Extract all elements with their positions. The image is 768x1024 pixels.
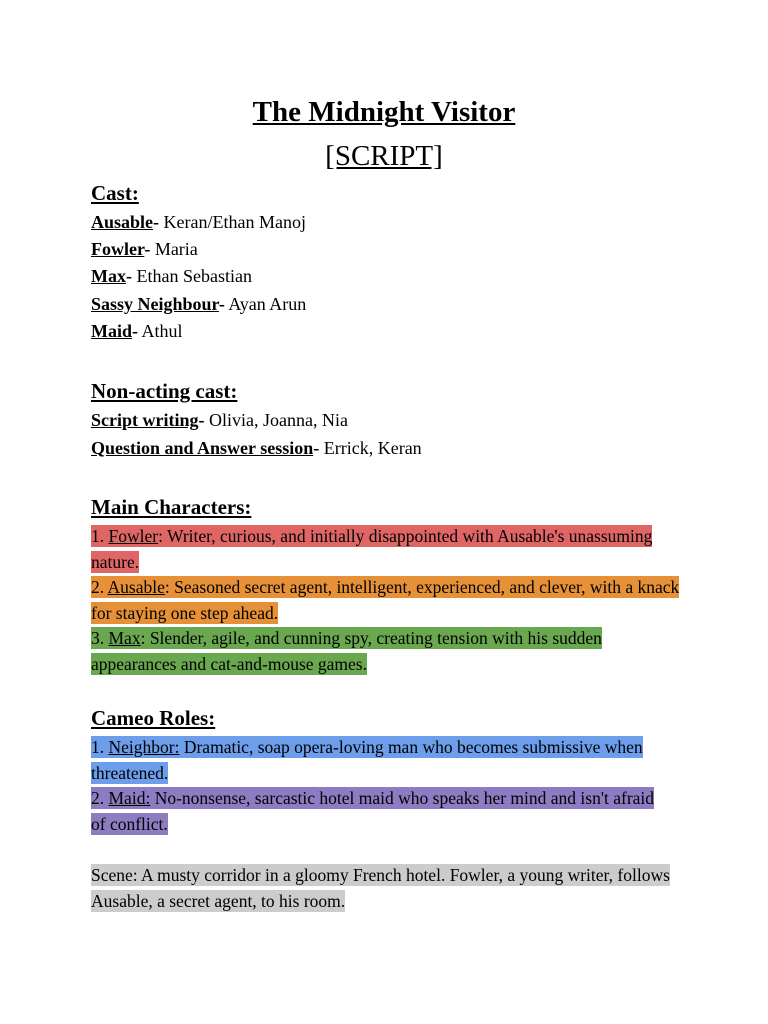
cameo-highlight (91, 787, 654, 835)
cast-actor: Keran/Ethan Manoj (163, 212, 306, 232)
scene-highlight: Scene: A musty corridor in a gloomy French hotel. Fowler, a young writer, follows Ausable, a secret agent, to his room. (91, 865, 670, 911)
cameo-entry (91, 785, 661, 837)
character-description: Writer, curious, and initially disappointed with Ausable's unassuming nature. (91, 526, 653, 572)
cast-role: Maid (91, 321, 133, 341)
crew-people: Olivia, Joanna, Nia (209, 410, 348, 430)
item-number: 1. (91, 737, 105, 757)
cast-line: Maid- Athul (91, 321, 183, 341)
cast-actor: Athul (141, 321, 183, 341)
character-description: Seasoned secret agent, intelligent, experienced, and clever, with a knack for staying one step ahead. (91, 577, 680, 623)
separator: : (158, 526, 163, 546)
crew-role: Question and Answer session (91, 438, 314, 458)
character-name: Ausable (107, 577, 165, 597)
cameo-highlight (91, 736, 643, 784)
cast-role: Ausable (91, 212, 154, 232)
document-title: The Midnight Visitor (252, 96, 516, 128)
separator: : (164, 577, 170, 597)
character-entry (91, 574, 691, 626)
cast-role: Sassy Neighbour (91, 294, 219, 314)
cast-actor: Ayan Arun (228, 294, 307, 314)
character-name: Fowler (108, 526, 159, 546)
crew-line: Question and Answer session- Errick, Keran (91, 438, 422, 458)
cast-role: Max (91, 266, 126, 286)
crew-people: Errick, Keran (323, 438, 422, 458)
cast-actor: Ethan Sebastian (136, 266, 252, 286)
cast-line: Sassy Neighbour- Ayan Arun (91, 294, 307, 314)
cast-heading: Cast: (91, 181, 139, 205)
cameo-name: Maid: (108, 788, 151, 808)
item-number: 2. (91, 577, 105, 597)
cast-line: Ausable- Keran/Ethan Manoj (91, 212, 306, 232)
main-characters-heading: Main Characters: (91, 495, 252, 519)
cast-line: Max- Ethan Sebastian (91, 266, 252, 286)
character-entry (91, 625, 651, 677)
cast-line: Fowler- Maria (91, 239, 198, 259)
character-highlight (91, 627, 602, 675)
item-number: 2. (91, 788, 105, 808)
cameo-name: Neighbor: (108, 737, 180, 757)
cameo-description: Dramatic, soap opera-loving man who becomes submissive when threatened. (91, 737, 643, 783)
character-highlight (91, 525, 652, 573)
character-name: Max (108, 628, 141, 648)
cameo-description: No-nonsense, sarcastic hotel maid who speaks her mind and isn't afraid of conflict. (91, 788, 655, 834)
separator: : (140, 628, 146, 648)
scene-description (91, 862, 671, 914)
cameo-entry (91, 734, 651, 786)
character-entry (91, 523, 691, 575)
document-subtitle: [SCRIPT] (325, 140, 443, 172)
non-acting-heading: Non-acting cast: (91, 379, 238, 403)
item-number: 3. (91, 628, 105, 648)
crew-role: Script writing (91, 410, 199, 430)
cast-role: Fowler (91, 239, 145, 259)
character-description: Slender, agile, and cunning spy, creating tension with his sudden appearances and cat-and-mouse games. (91, 628, 602, 674)
cast-actor: Maria (154, 239, 198, 259)
character-highlight (91, 576, 679, 624)
item-number: 1. (91, 526, 105, 546)
crew-line: Script writing- Olivia, Joanna, Nia (91, 410, 348, 430)
cameo-roles-heading: Cameo Roles: (91, 706, 216, 730)
